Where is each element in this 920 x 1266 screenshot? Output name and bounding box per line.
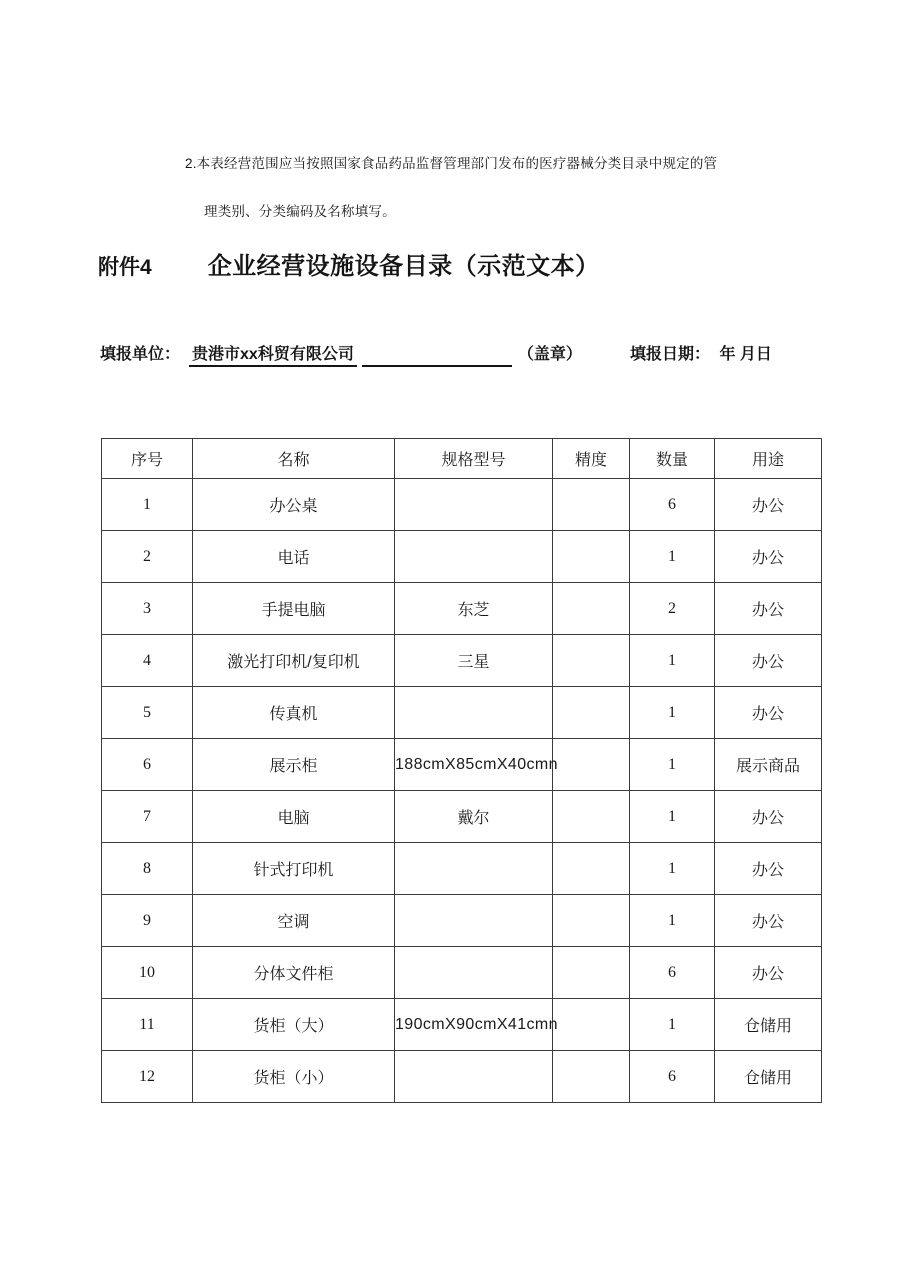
header-use: 用途 [715, 439, 822, 479]
report-date-group [630, 341, 772, 364]
cell-no: 2 [102, 531, 193, 583]
cell-name: 激光打印机/复印机 [193, 635, 395, 687]
cell-use: 办公 [715, 531, 822, 583]
cell-use: 办公 [715, 947, 822, 999]
cell-no: 9 [102, 895, 193, 947]
date-label: 填报日期： [630, 346, 711, 363]
equipment-table-body [102, 479, 822, 1103]
cell-use: 仓储用 [715, 1051, 822, 1103]
cell-qty: 6 [630, 947, 715, 999]
header-spec: 规格型号 [395, 439, 553, 479]
cell-precision [553, 531, 630, 583]
table-header-row [102, 439, 822, 479]
cell-use: 展示商品 [715, 739, 822, 791]
cell-name: 电话 [193, 531, 395, 583]
attachment-label: 附件4 [98, 256, 152, 279]
table-row [102, 479, 822, 531]
cell-precision [553, 583, 630, 635]
table-row [102, 635, 822, 687]
table-row [102, 531, 822, 583]
table-row [102, 739, 822, 791]
blank-underline [362, 350, 512, 367]
cell-spec: 三星 [395, 635, 553, 687]
cell-use: 仓储用 [715, 999, 822, 1051]
cell-qty: 1 [630, 895, 715, 947]
cell-spec [395, 843, 553, 895]
cell-use: 办公 [715, 479, 822, 531]
cell-qty: 6 [630, 479, 715, 531]
cell-spec [395, 1051, 553, 1103]
cell-no: 3 [102, 583, 193, 635]
title-row [98, 246, 600, 281]
header-no: 序号 [102, 439, 193, 479]
cell-precision [553, 791, 630, 843]
cell-precision [553, 895, 630, 947]
cell-spec: 东芝 [395, 583, 553, 635]
header-name: 名称 [193, 439, 395, 479]
table-row [102, 1051, 822, 1103]
table-row [102, 791, 822, 843]
form-row [100, 341, 840, 371]
cell-name: 办公桌 [193, 479, 395, 531]
cell-no: 4 [102, 635, 193, 687]
cell-use: 办公 [715, 687, 822, 739]
cell-use: 办公 [715, 635, 822, 687]
header-qty: 数量 [630, 439, 715, 479]
cell-name: 空调 [193, 895, 395, 947]
cell-no: 11 [102, 999, 193, 1051]
cell-qty: 1 [630, 791, 715, 843]
cell-use: 办公 [715, 791, 822, 843]
table-row [102, 895, 822, 947]
cell-spec [395, 479, 553, 531]
cell-precision [553, 687, 630, 739]
cell-precision [553, 947, 630, 999]
cell-spec: 190cmX90cmX41cmn [395, 999, 553, 1051]
unit-value: 贵港市xx科贸有限公司 [189, 341, 357, 367]
note-line-1: 2.本表经营范围应当按照国家食品药品监督管理部门发布的医疗器械分类目录中规定的管 [185, 156, 718, 171]
cell-qty: 1 [630, 739, 715, 791]
cell-spec [395, 895, 553, 947]
cell-precision [553, 635, 630, 687]
cell-no: 12 [102, 1051, 193, 1103]
cell-qty: 1 [630, 635, 715, 687]
cell-name: 货柜（大） [193, 999, 395, 1051]
cell-no: 6 [102, 739, 193, 791]
cell-use: 办公 [715, 843, 822, 895]
seal-label: （盖章） [517, 346, 582, 363]
cell-precision [553, 479, 630, 531]
equipment-table [101, 438, 822, 1103]
cell-use: 办公 [715, 583, 822, 635]
cell-name: 手提电脑 [193, 583, 395, 635]
cell-use: 办公 [715, 895, 822, 947]
cell-precision [553, 1051, 630, 1103]
cell-spec: 戴尔 [395, 791, 553, 843]
table-row [102, 687, 822, 739]
cell-name: 针式打印机 [193, 843, 395, 895]
reporting-unit-group [100, 341, 582, 367]
cell-no: 8 [102, 843, 193, 895]
cell-qty: 1 [630, 687, 715, 739]
cell-spec: 188cmX85cmX40cmn [395, 739, 553, 791]
cell-no: 7 [102, 791, 193, 843]
table-row [102, 947, 822, 999]
header-precision: 精度 [553, 439, 630, 479]
cell-no: 10 [102, 947, 193, 999]
cell-precision [553, 843, 630, 895]
cell-spec [395, 947, 553, 999]
cell-precision [553, 999, 630, 1051]
note-line-2: 理类别、分类编码及名称填写。 [204, 204, 396, 219]
cell-spec [395, 687, 553, 739]
date-value: 年 月日 [719, 346, 772, 363]
cell-no: 1 [102, 479, 193, 531]
cell-qty: 1 [630, 531, 715, 583]
cell-name: 货柜（小） [193, 1051, 395, 1103]
cell-qty: 6 [630, 1051, 715, 1103]
cell-name: 电脑 [193, 791, 395, 843]
cell-no: 5 [102, 687, 193, 739]
cell-spec [395, 531, 553, 583]
cell-qty: 2 [630, 583, 715, 635]
cell-qty: 1 [630, 999, 715, 1051]
table-row [102, 583, 822, 635]
cell-name: 展示柜 [193, 739, 395, 791]
cell-precision [553, 739, 630, 791]
unit-label: 填报单位： [100, 346, 181, 363]
cell-name: 分体文件柜 [193, 947, 395, 999]
cell-qty: 1 [630, 843, 715, 895]
page-title: 企业经营设施设备目录（示范文本） [207, 253, 600, 280]
table-row [102, 999, 822, 1051]
table-row [102, 843, 822, 895]
cell-name: 传真机 [193, 687, 395, 739]
